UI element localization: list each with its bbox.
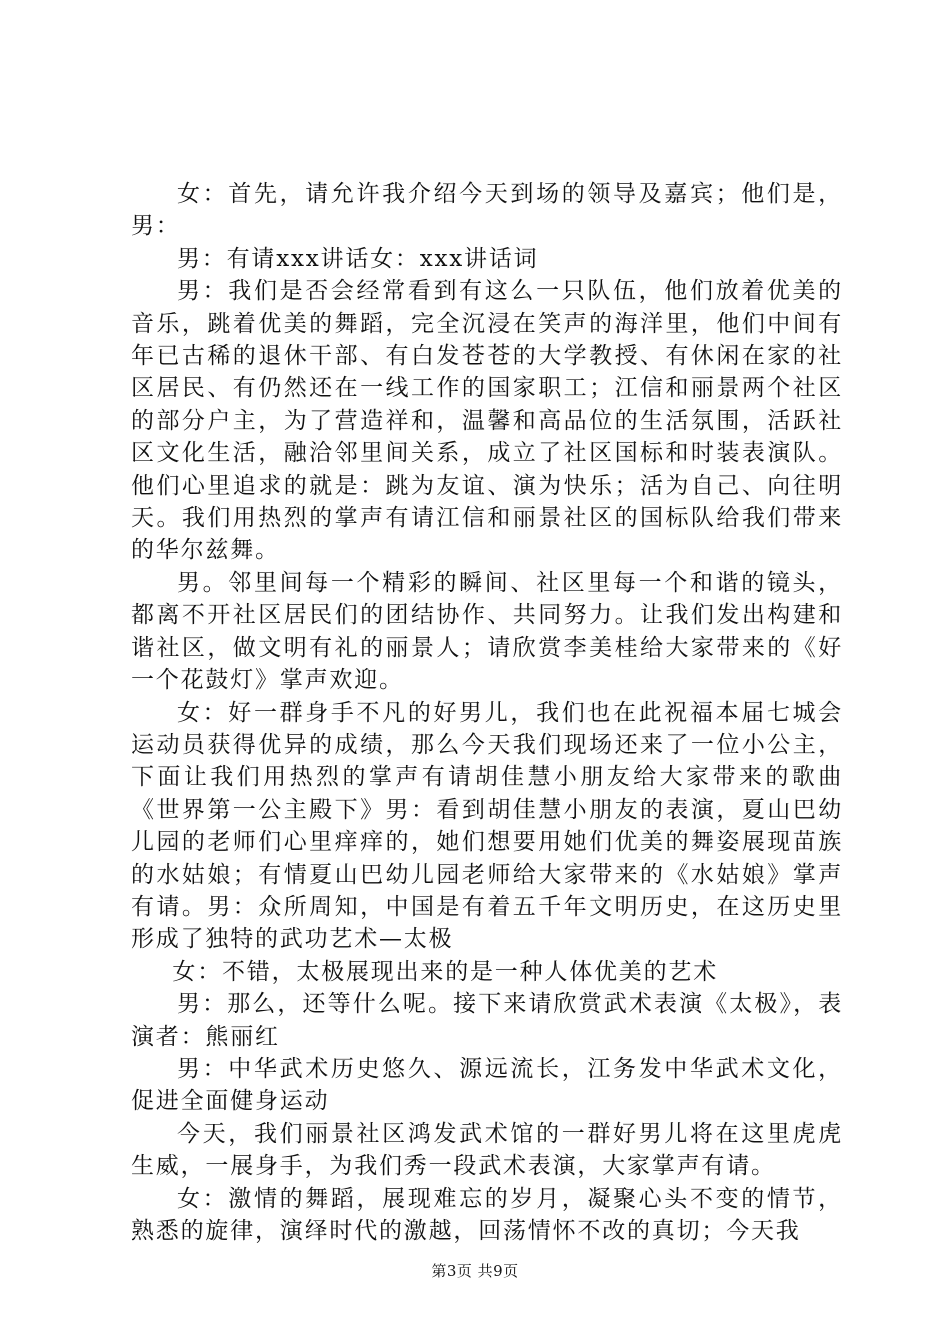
paragraph: 男：中华武术历史悠久、源远流长，江务发中华武术文化，促进全面健身运动 xyxy=(131,1055,843,1115)
paragraph: 男：那么，还等什么呢。接下来请欣赏武术表演《太极》，表演者：熊丽红 xyxy=(131,991,843,1050)
page-number-footer: 第3页 共9页 xyxy=(431,1262,519,1280)
paragraph: 女：激情的舞蹈，展现难忘的岁月，凝聚心头不变的情节，熟悉的旋律，演绎时代的激越，回荡情怀不改的真切；今天我 xyxy=(131,1185,843,1244)
paragraph: 男。邻里间每一个精彩的瞬间、社区里每一个和谐的镜头，都离不开社区居民们的团结协作、共同努力。让我们发出构建和谐社区，做文明有礼的丽景人；请欣赏李美桂给大家带来的《好一个花鼓灯》掌声欢迎。 xyxy=(131,569,843,694)
paragraph: 女：不错，太极展现出来的是一种人体优美的艺术 xyxy=(172,958,718,985)
document-body xyxy=(131,178,843,1247)
paragraph: 女：好一群身手不凡的好男儿，我们也在此祝福本届七城会运动员获得优异的成绩，那么今天我们现场还来了一位小公主，下面让我们用热烈的掌声有请胡佳慧小朋友给大家带来的歌曲《世界第一公主殿下》男：看到胡佳慧小朋友的表演，夏山巴幼儿园的老师们心里痒痒的，她们想要用她们优美的舞姿展现苗族的水姑娘；有情夏山巴幼儿园老师给大家带来的《水姑娘》掌声有请。男：众所周知，中国是有着五千年文明历史，在这历史里形成了独特的武功艺术—太极 xyxy=(131,699,843,953)
paragraph: 女：首先，请允许我介绍今天到场的领导及嘉宾；他们是，男： xyxy=(131,181,843,240)
paragraph: 今天，我们丽景社区鸿发武术馆的一群好男儿将在这里虎虎生威，一展身手，为我们秀一段武术表演，大家掌声有请。 xyxy=(131,1120,843,1180)
paragraph: 男：我们是否会经常看到有这么一只队伍，他们放着优美的音乐，跳着优美的舞蹈，完全沉浸在笑声的海洋里，他们中间有年已古稀的退休干部、有白发苍苍的大学教授、有休闲在家的社区居民、有仍然还在一线工作的国家职工；江信和丽景两个社区的部分户主，为了营造祥和，温馨和高品位的生活氛围，活跃社区文化生活，融洽邻里间关系，成立了社区国标和时装表演队。他们心里追求的就是：跳为友谊、演为快乐；活为自己、向往明天。我们用热烈的掌声有请江信和丽景社区的国标队给我们带来的华尔兹舞。 xyxy=(131,278,843,564)
paragraph: 男：有请xxx讲话女：xxx讲话词 xyxy=(177,245,539,272)
